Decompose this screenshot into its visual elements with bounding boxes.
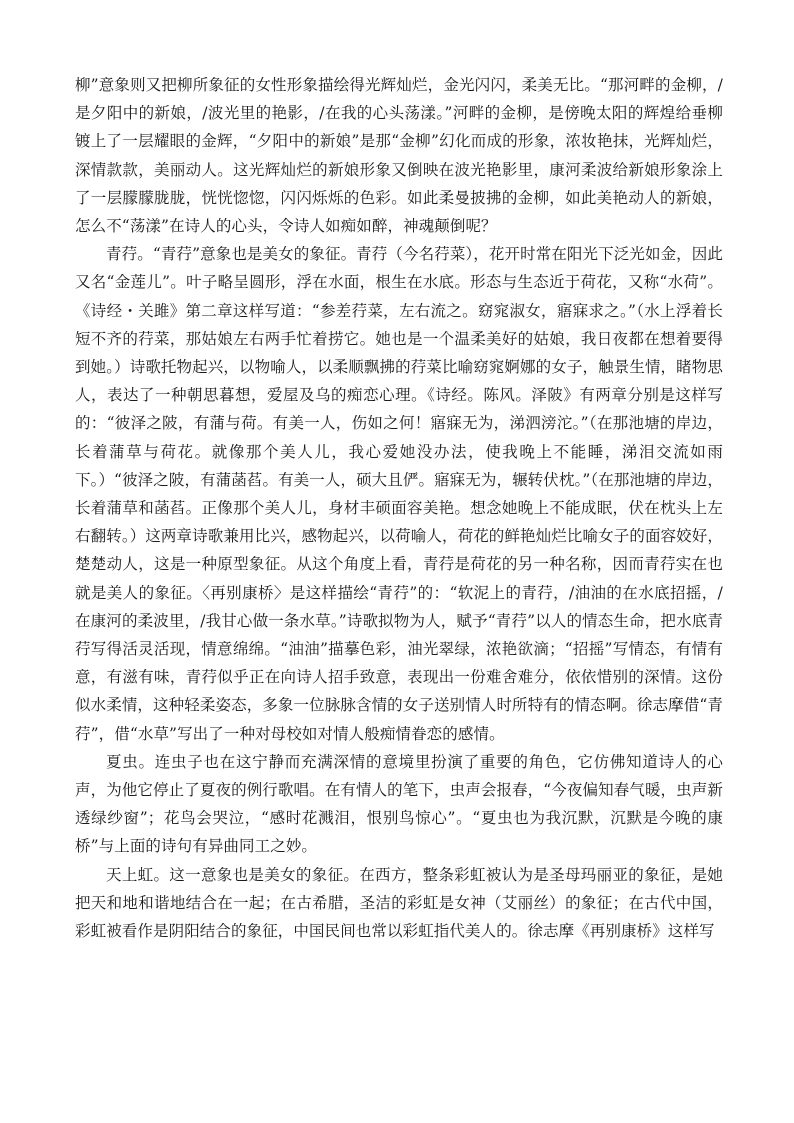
paragraph-rainbow: 天上虹。这一意象也是美女的象征。在西方，整条彩虹被认为是圣母玛丽亚的象征，是她把天和地和谐地结合在一起；在古希腊，圣洁的彩虹是女神（艾丽丝）的象征；在古代中国，彩虹被看作是阴阳结合的象征，中国民间也常以彩虹指代美人的。徐志摩《再别康桥》这样写 (75, 865, 723, 941)
paragraph-golden-willow: 柳”意象则又把柳所象征的女性形象描绘得光辉灿烂，金光闪闪，柔美无比。“那河畔的金柳，/是夕阳中的新娘，/波光里的艳影，/在我的心头荡漾。”河畔的金柳，是傍晚太阳的辉煌给垂柳镀上了一层耀眼的金辉，“夕阳中的新娘”是那“金柳”幻化而成的形象，浓妆艳抹，光辉灿烂，深情款款，美丽动人。这光辉灿烂的新娘形象又倒映在波光艳影里，康河柔波给新娘形象涂上了一层朦朦胧胧，恍恍惚惚，闪闪烁烁的色彩。如此柔曼披拂的金柳，如此美艳动人的新娘，怎么不“荡漾”在诗人的心头，令诗人如痴如醉，神魂颠倒呢？ (75, 76, 723, 236)
paragraph-green-waterweed: 青荇。“青荇”意象也是美女的象征。青荇（今名荇菜），花开时常在阳光下泛光如金，因此又名“金莲儿”。叶子略呈圆形，浮在水面，根生在水底。形态与生态近于荷花，又称“水荷”。《诗经・关雎》第二章这样写道：“参差荇菜，左右流之。窈窕淑女，寤寐求之。”（水上浮着长短不齐的荇菜，那姑娘左右两手忙着捞它。她也是一个温柔美好的姑娘，我日夜都在想着要得到她。）诗歌托物起兴，以物喻人，以柔顺飘拂的荇菜比喻窈窕婀娜的女子，触景生情，睹物思人，表达了一种朝思暮想，爱屋及乌的痴恋心理。《诗经。陈风。泽陂》有两章分别是这样写的：“彼泽之陂，有蒲与荷。有美一人，伤如之何！寤寐无为，涕泗滂沱。”（在那池塘的岸边，长着蒲草与荷花。就像那个美人儿，我心爱她没办法，使我晚上不能睡，涕泪交流如雨下。）“彼泽之陂，有蒲菡萏。有美一人，硕大且俨。寤寐无为，辗转伏枕。”（在那池塘的岸边，长着蒲草和菡萏。正像那个美人儿，身材丰硕面容美艳。想念她晚上不能成眠，伏在枕头上左右翻转。）这两章诗歌兼用比兴，感物起兴，以荷喻人，荷花的鲜艳灿烂比喻女子的面容姣好，楚楚动人，这是一种原型象征。从这个角度上看，青荇是荷花的另一种名称，因而青荇实在也就是美人的象征。〈再别康桥〉是这样描绘“青荇”的：“软泥上的青荇，/油油的在水底招摇，/在康河的柔波里，/我甘心做一条水草。”诗歌拟物为人，赋予“青荇”以人的情态生命，把水底青荇写得活灵活现，情意绵绵。“油油”描摹色彩，油光翠绿，浓艳欲滴；“招摇”写情态，有情有意，有滋有味，青荇似乎正在向诗人招手致意，表现出一份难舍难分，依依惜别的深情。这份似水柔情，这种轻柔姿态，多象一位脉脉含情的女子送别情人时所特有的情态啊。徐志摩借“青荇”，借“水草”写出了一种对母校如对情人般痴情眷恋的感情。 (75, 245, 724, 743)
document-page (75, 71, 723, 945)
paragraph-summer-insects: 夏虫。连虫子也在这宁静而充满深情的意境里扮演了重要的角色，它仿佛知道诗人的心声，为他它停止了夏夜的例行歌唱。在有情人的笔下，虫声会报春，“今夜偏知春气暖，虫声新透绿纱窗”；花鸟会哭泣，“感时花溅泪，恨别鸟惊心”。“夏虫也为我沉默，沉默是今晚的康桥”与上面的诗句有异曲同工之妙。 (75, 752, 723, 856)
